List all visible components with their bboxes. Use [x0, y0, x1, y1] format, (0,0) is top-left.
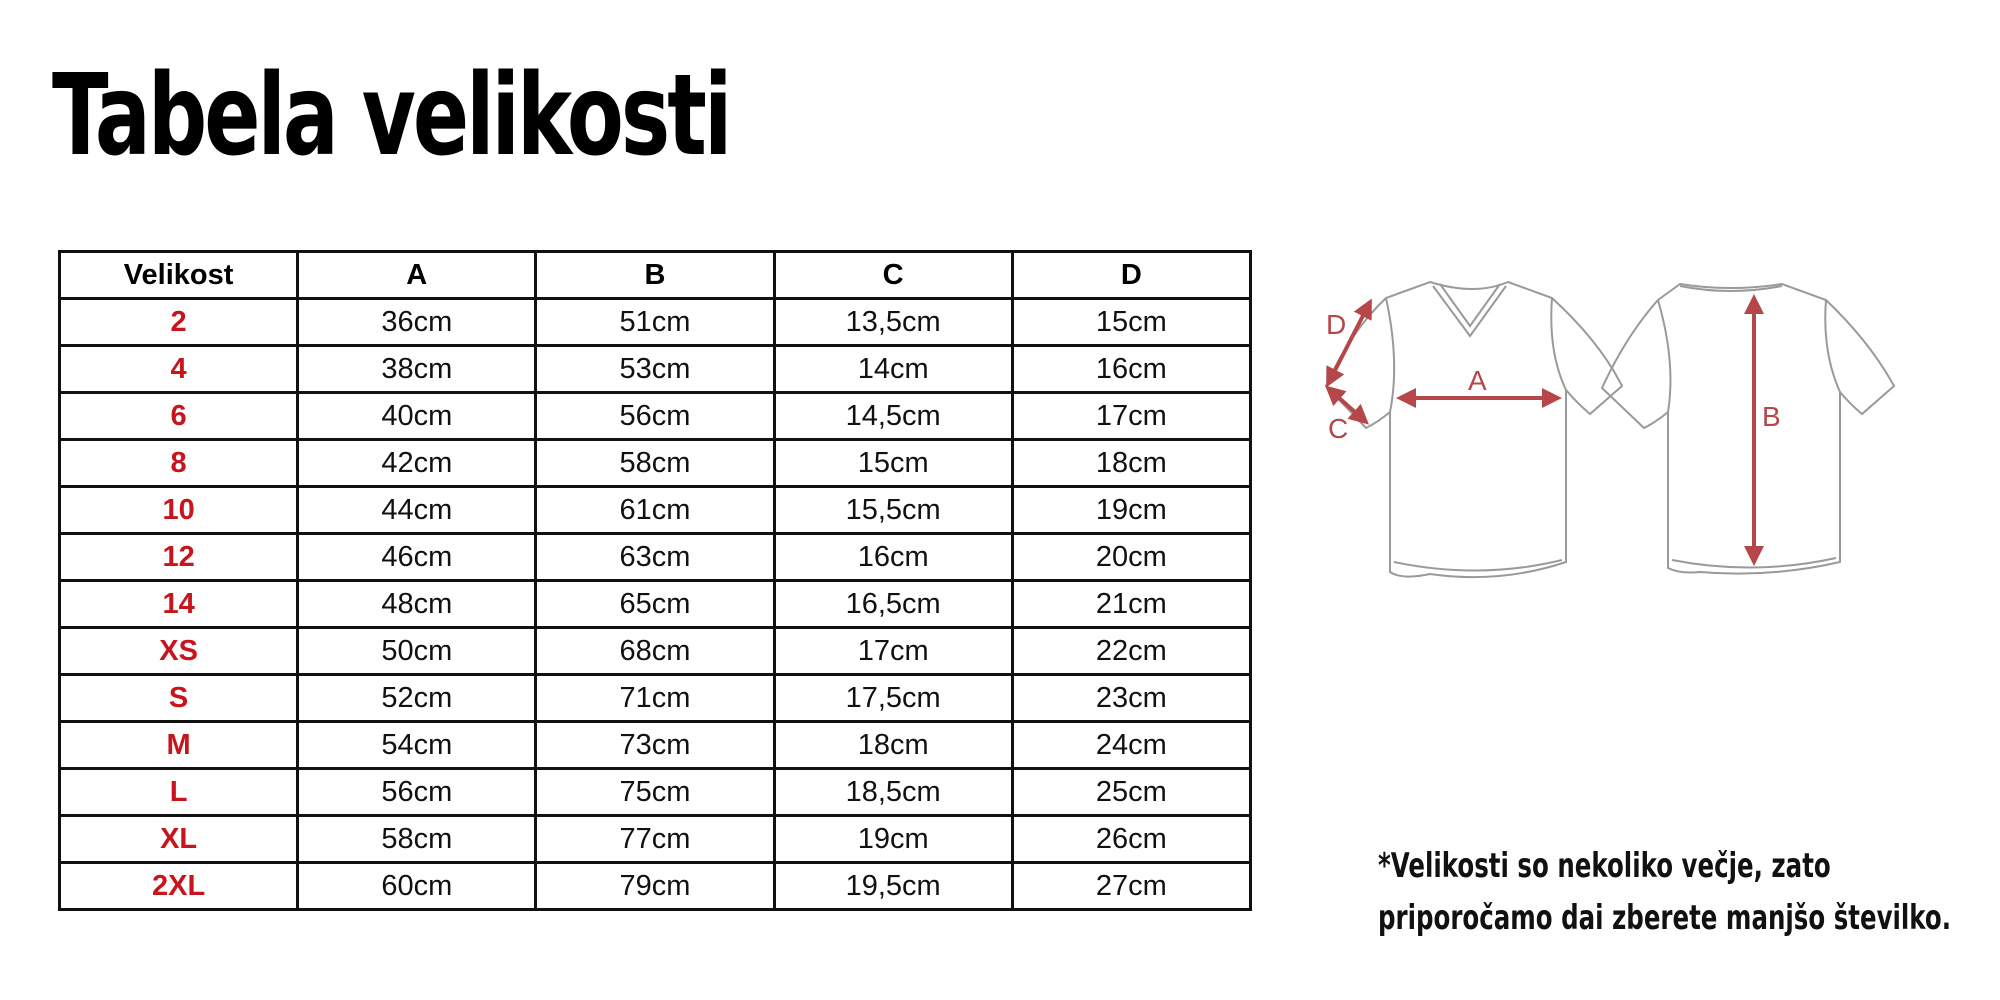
- size-cell: 12: [60, 534, 298, 581]
- measure-cell: 79cm: [536, 863, 774, 910]
- note-line-2: priporočamo dai zberete manjšo številko.: [1378, 898, 1952, 938]
- back-shirt-outline: [1602, 284, 1894, 574]
- table-row: [60, 487, 1251, 534]
- measure-cell: 27cm: [1012, 863, 1250, 910]
- measure-cell: 17cm: [774, 628, 1012, 675]
- measure-cell: 16cm: [774, 534, 1012, 581]
- measure-cell: 63cm: [536, 534, 774, 581]
- measure-cell: 77cm: [536, 816, 774, 863]
- measure-cell: 17,5cm: [774, 675, 1012, 722]
- measure-cell: 42cm: [298, 440, 536, 487]
- measure-cell: 61cm: [536, 487, 774, 534]
- size-cell: XS: [60, 628, 298, 675]
- measure-cell: 20cm: [1012, 534, 1250, 581]
- measure-cell: 15,5cm: [774, 487, 1012, 534]
- measure-cell: 58cm: [536, 440, 774, 487]
- measure-cell: 73cm: [536, 722, 774, 769]
- measure-cell: 21cm: [1012, 581, 1250, 628]
- measure-cell: 13,5cm: [774, 299, 1012, 346]
- front-shirt-outline: [1326, 282, 1622, 577]
- measure-cell: 19cm: [774, 816, 1012, 863]
- measure-cell: 15cm: [1012, 299, 1250, 346]
- table-header-row: [60, 252, 1251, 299]
- table-row: [60, 440, 1251, 487]
- size-cell: 10: [60, 487, 298, 534]
- size-cell: XL: [60, 816, 298, 863]
- size-cell: S: [60, 675, 298, 722]
- measure-cell: 40cm: [298, 393, 536, 440]
- label-d: D: [1326, 309, 1347, 340]
- measure-cell: 14cm: [774, 346, 1012, 393]
- measure-cell: 18cm: [774, 722, 1012, 769]
- label-c: C: [1328, 413, 1349, 444]
- size-cell: 4: [60, 346, 298, 393]
- size-cell: 2XL: [60, 863, 298, 910]
- measure-cell: 44cm: [298, 487, 536, 534]
- measure-cell: 24cm: [1012, 722, 1250, 769]
- table-row: [60, 628, 1251, 675]
- measure-cell: 18cm: [1012, 440, 1250, 487]
- measure-cell: 36cm: [298, 299, 536, 346]
- measure-cell: 60cm: [298, 863, 536, 910]
- size-note: [1378, 840, 1951, 944]
- size-cell: 8: [60, 440, 298, 487]
- measure-cell: 71cm: [536, 675, 774, 722]
- measure-cell: 16,5cm: [774, 581, 1012, 628]
- measure-cell: 46cm: [298, 534, 536, 581]
- measure-cell: 65cm: [536, 581, 774, 628]
- table-row: [60, 299, 1251, 346]
- size-cell: 6: [60, 393, 298, 440]
- measure-cell: 50cm: [298, 628, 536, 675]
- label-a: A: [1468, 365, 1487, 396]
- table-row: [60, 346, 1251, 393]
- measure-cell: 58cm: [298, 816, 536, 863]
- size-cell: 14: [60, 581, 298, 628]
- measure-cell: 75cm: [536, 769, 774, 816]
- size-cell: 2: [60, 299, 298, 346]
- measure-cell: 56cm: [536, 393, 774, 440]
- size-table: [58, 250, 1252, 911]
- table-row: [60, 722, 1251, 769]
- measure-cell: 68cm: [536, 628, 774, 675]
- table-row: [60, 393, 1251, 440]
- measure-cell: 48cm: [298, 581, 536, 628]
- measure-cell: 53cm: [536, 346, 774, 393]
- tshirt-diagram: [1290, 262, 1970, 602]
- header-cell: B: [536, 252, 774, 299]
- measure-cell: 22cm: [1012, 628, 1250, 675]
- measure-cell: 38cm: [298, 346, 536, 393]
- size-cell: M: [60, 722, 298, 769]
- page-title: Tabela velikosti: [52, 51, 730, 181]
- header-cell: A: [298, 252, 536, 299]
- size-cell: L: [60, 769, 298, 816]
- measure-cell: 51cm: [536, 299, 774, 346]
- header-cell: D: [1012, 252, 1250, 299]
- measure-cell: 18,5cm: [774, 769, 1012, 816]
- measure-cell: 54cm: [298, 722, 536, 769]
- table-row: [60, 816, 1251, 863]
- table-row: [60, 863, 1251, 910]
- table-row: [60, 675, 1251, 722]
- measure-cell: 19cm: [1012, 487, 1250, 534]
- table-body: [60, 299, 1251, 910]
- note-line-1: *Velikosti so nekoliko večje, zato: [1378, 846, 1831, 886]
- table-row: [60, 581, 1251, 628]
- measure-cell: 14,5cm: [774, 393, 1012, 440]
- measure-cell: 19,5cm: [774, 863, 1012, 910]
- table-row: [60, 534, 1251, 581]
- measure-cell: 52cm: [298, 675, 536, 722]
- measure-cell: 16cm: [1012, 346, 1250, 393]
- header-cell: Velikost: [60, 252, 298, 299]
- table-row: [60, 769, 1251, 816]
- measure-cell: 17cm: [1012, 393, 1250, 440]
- measure-cell: 56cm: [298, 769, 536, 816]
- measure-cell: 23cm: [1012, 675, 1250, 722]
- measure-cell: 25cm: [1012, 769, 1250, 816]
- measure-cell: 26cm: [1012, 816, 1250, 863]
- label-b: B: [1762, 401, 1781, 432]
- header-cell: C: [774, 252, 1012, 299]
- measure-cell: 15cm: [774, 440, 1012, 487]
